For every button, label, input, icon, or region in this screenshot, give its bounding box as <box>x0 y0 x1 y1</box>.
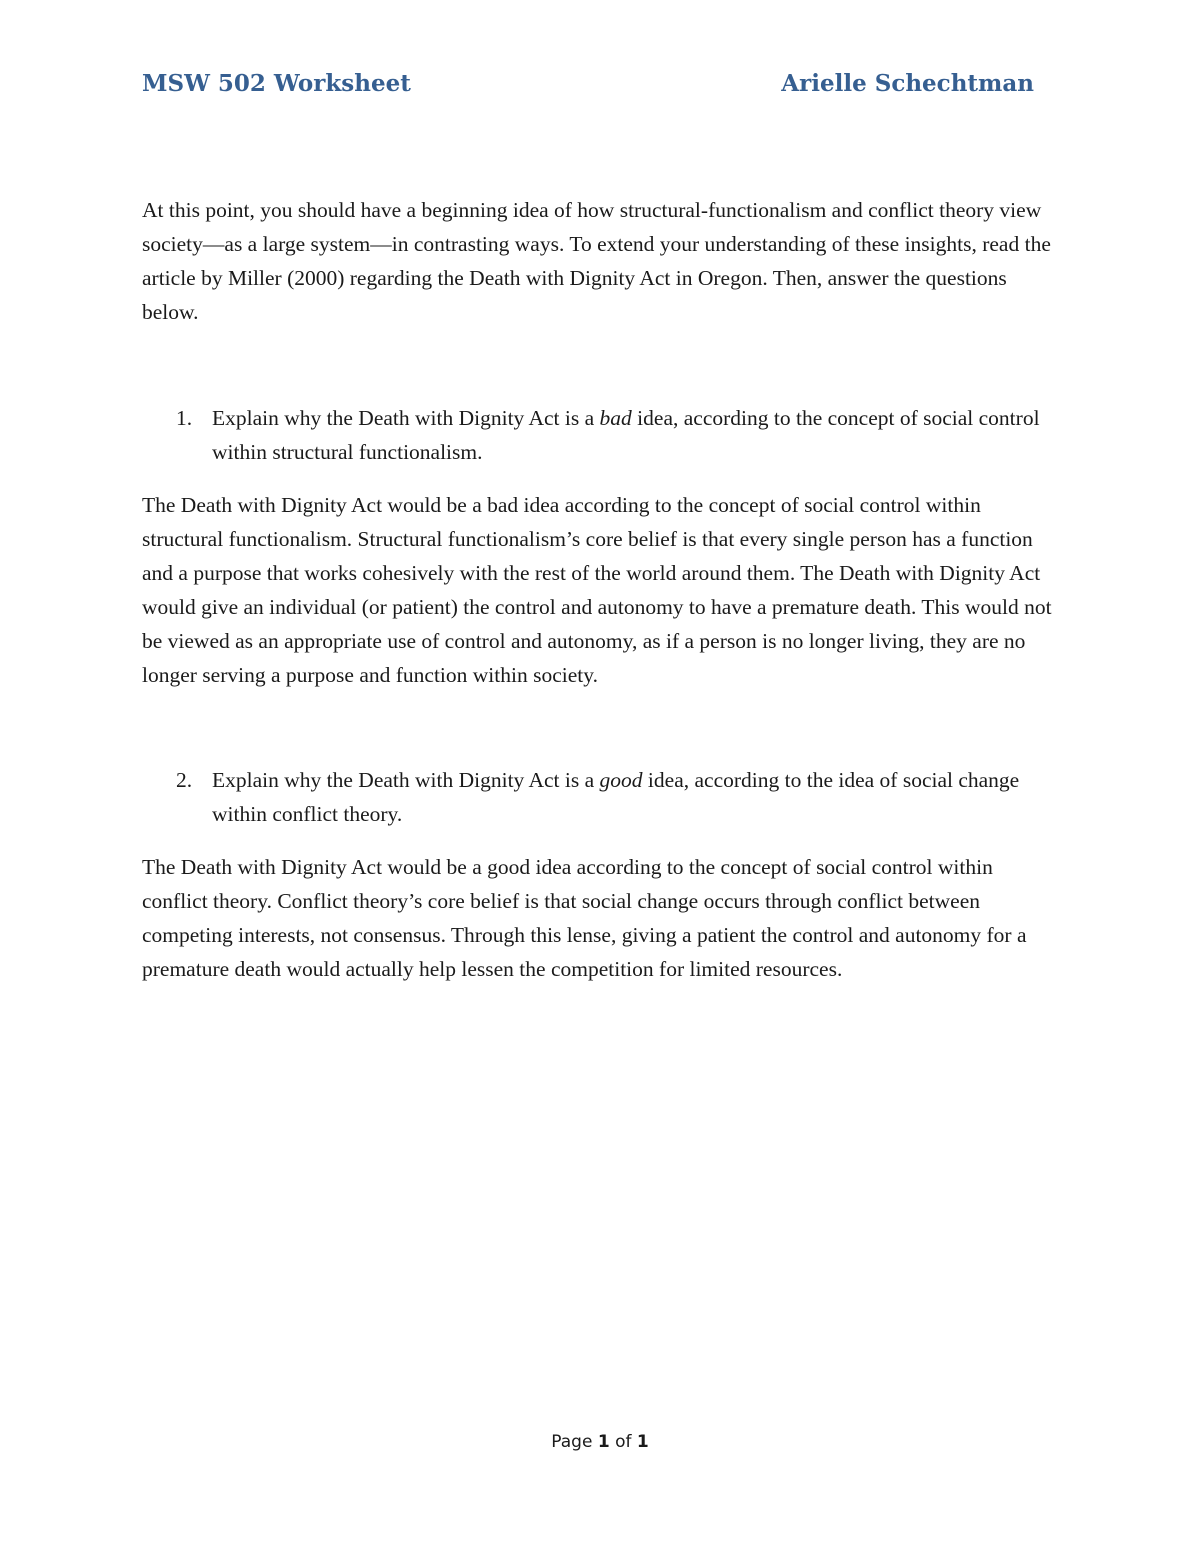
page-header <box>142 70 1034 110</box>
author-name: Arielle Schechtman <box>781 70 1034 97</box>
question-text-before: Explain why the Death with Dignity Act is a <box>212 406 600 430</box>
answer-2: The Death with Dignity Act would be a good idea according to the concept of social control within conflict theory. Conflict theory’s core belief is that social change occurs through conflict between competing interests, not consensus. Through this lense, giving a patient the control and autonomy for a premature death would actually help lessen the competition for limited resources. <box>142 855 1027 981</box>
question-text-after: idea, according to the idea of social change within conflict theory. <box>212 768 1020 826</box>
current-page: 1 <box>597 1432 610 1452</box>
question-text-before: Explain why the Death with Dignity Act is a <box>212 768 600 792</box>
total-pages: 1 <box>636 1432 649 1452</box>
page-label: Page <box>551 1432 593 1452</box>
question-text-after: idea, according to the concept of social control within structural functionalism. <box>212 406 1040 464</box>
question-text <box>212 401 1056 469</box>
question-emphasis: good <box>599 768 643 792</box>
intro-paragraph: At this point, you should have a beginning idea of how structural-functionalism and conflict theory view society—as a large system—in contrasting ways. To extend your understanding of these insights, read the article by Miller (2000) regarding the Death with Dignity Act in Oregon. Then, answer the questions below. <box>142 198 1051 324</box>
document-title: MSW 502 Worksheet <box>142 70 411 97</box>
question-number: 1. <box>176 406 193 430</box>
question-emphasis: bad <box>599 406 632 430</box>
answer-1: The Death with Dignity Act would be a bad idea according to the concept of social control within structural functionalism. Structural functionalism’s core belief is that every single person has a function and a purpose that works cohesively with the rest of the world around them. The Death with Dignity Act would give an individual (or patient) the control and autonomy to have a premature death. This would not be viewed as an appropriate use of control and autonomy, as if a person is no longer living, they are no longer serving a purpose and function within society. <box>142 493 1052 687</box>
of-label: of <box>615 1432 632 1452</box>
question-number: 2. <box>176 768 193 792</box>
question-1 <box>176 401 1056 469</box>
question-2 <box>176 763 1056 831</box>
page-footer <box>0 1432 1200 1452</box>
question-text <box>212 763 1056 831</box>
